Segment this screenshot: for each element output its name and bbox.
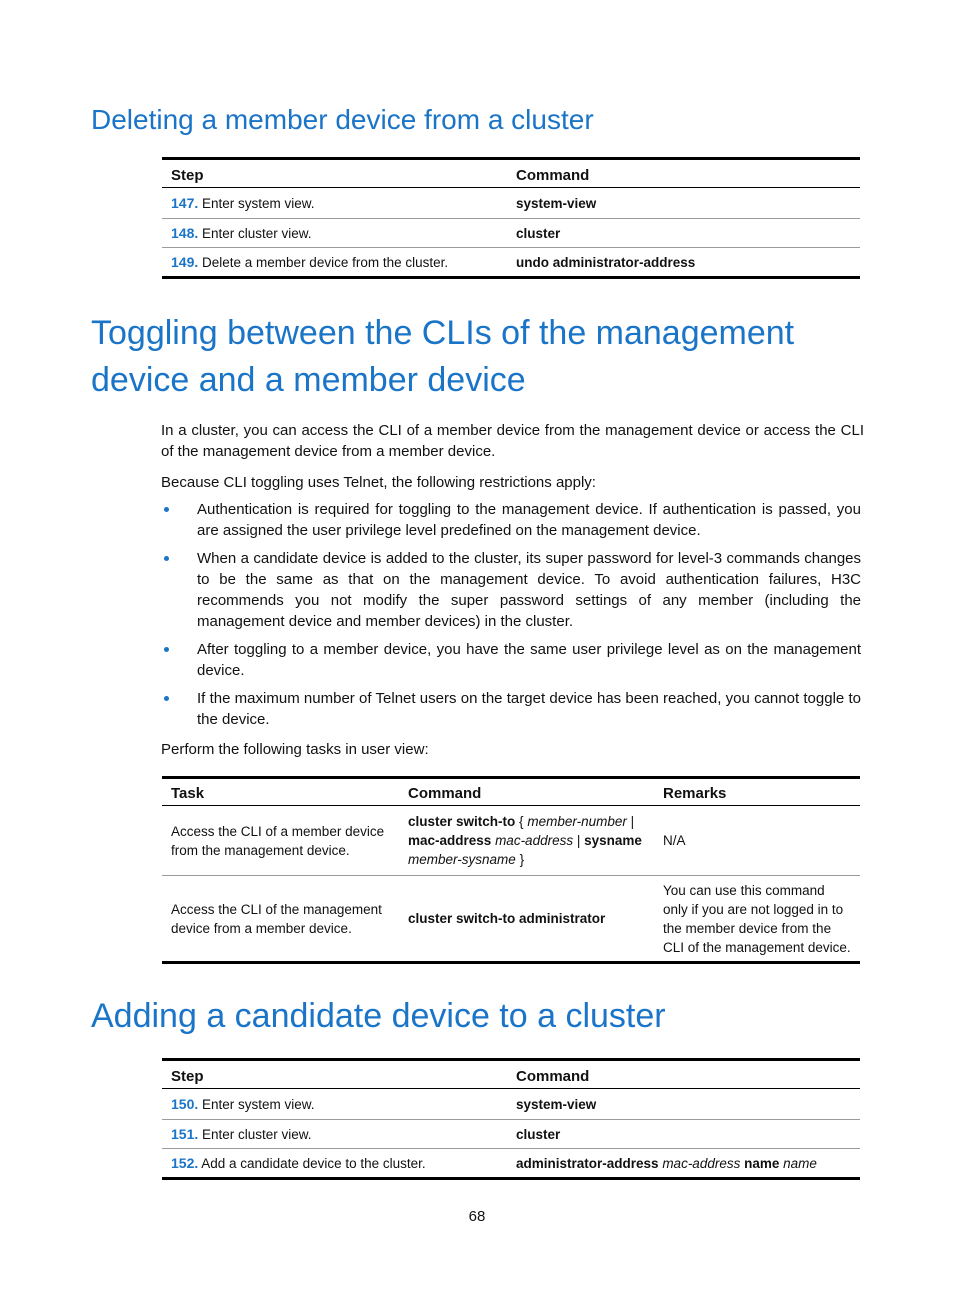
command-cell	[508, 255, 860, 270]
table-row	[162, 1148, 860, 1177]
step-description: Enter cluster view.	[202, 1127, 312, 1142]
table-row	[162, 218, 860, 247]
list-item	[197, 548, 861, 632]
tasks-lead: Perform the following tasks in user view:	[161, 741, 429, 758]
command-argument: mac-address	[495, 833, 574, 848]
section-heading-toggle-cli: Toggling between the CLIs of the management device and a member device	[91, 314, 795, 399]
command-cell	[508, 1156, 860, 1171]
remarks-cell: N/A	[663, 833, 686, 848]
column-header-step: Step	[171, 166, 204, 184]
list-item	[197, 639, 861, 681]
command-keyword: administrator-address	[516, 1155, 659, 1171]
table-row	[162, 188, 860, 218]
step-cell	[162, 225, 508, 241]
table-row	[162, 247, 860, 276]
step-cell	[162, 1155, 508, 1171]
step-description: Delete a member device from the cluster.	[202, 255, 449, 270]
step-cell	[162, 195, 508, 211]
column-header-step: Step	[171, 1067, 204, 1085]
main-content	[0, 420, 954, 1180]
delete-member-steps-table	[162, 157, 860, 279]
command-keyword: mac-address	[408, 833, 492, 848]
task-cell: Access the CLI of the management device from a member device.	[171, 901, 382, 936]
column-header-command: Command	[408, 785, 482, 802]
intro-paragraph: In a cluster, you can access the CLI of a member device from the management device or access the CLI of the management device from a member device.	[161, 422, 864, 460]
bullet-icon	[164, 507, 169, 512]
command-argument: member-number	[527, 814, 627, 829]
step-number: 152.	[171, 1155, 199, 1171]
step-cell	[162, 254, 508, 270]
bullet-icon	[164, 647, 169, 652]
command-symbol: |	[630, 814, 635, 829]
list-item	[197, 688, 861, 730]
column-header-task: Task	[171, 785, 205, 802]
remarks-cell: You can use this command only if you are not logged in to the member device from the CLI of the management device.	[663, 882, 851, 955]
command-argument: member-sysname	[408, 852, 516, 867]
table-row	[162, 1119, 860, 1148]
command-argument: name	[783, 1155, 817, 1171]
command-cell	[508, 226, 860, 241]
section-heading-delete-member: Deleting a member device from a cluster	[91, 104, 594, 135]
table-row	[162, 1089, 860, 1119]
command-keyword: name	[744, 1155, 780, 1171]
command-keyword: cluster	[516, 225, 561, 241]
task-cell: Access the CLI of a member device from the management device.	[171, 823, 385, 858]
list-item	[197, 499, 861, 541]
table-header-row	[162, 160, 860, 188]
step-cell	[162, 1126, 508, 1142]
table-header-row	[162, 1061, 860, 1089]
command-cell	[508, 1127, 860, 1142]
list-item-text: When a candidate device is added to the cluster, its super password for level-3 commands changes to be the same as that on the management device. To avoid authentication failures, H3C recommends you not modify the super password settings of any member (including the management device and member devices) in the cluster.	[197, 550, 861, 630]
column-header-command: Command	[516, 1067, 590, 1085]
command-symbol: }	[519, 852, 525, 867]
step-number: 150.	[171, 1096, 199, 1112]
step-description: Add a candidate device to the cluster.	[201, 1156, 426, 1171]
step-description: Enter system view.	[202, 196, 315, 211]
command-symbol: {	[519, 814, 524, 829]
command-cell	[400, 812, 655, 869]
step-description: Enter cluster view.	[202, 226, 312, 241]
column-header-command: Command	[516, 166, 590, 184]
restrictions-lead: Because CLI toggling uses Telnet, the following restrictions apply:	[161, 474, 596, 491]
table-row	[162, 806, 860, 875]
add-candidate-steps-table	[162, 1058, 860, 1180]
command-keyword: cluster	[516, 1126, 561, 1142]
command-cell	[508, 196, 860, 211]
step-number: 151.	[171, 1126, 199, 1142]
table-header-row	[162, 779, 860, 806]
command-keyword: sysname	[584, 833, 642, 848]
step-number: 149.	[171, 254, 199, 270]
bullet-icon	[164, 556, 169, 561]
command-argument: mac-address	[662, 1155, 741, 1171]
list-item-text: Authentication is required for toggling to the management device. If authentication is passed, you are assigned the user privilege level predefined on the management device.	[197, 501, 861, 539]
toggle-tasks-table	[162, 776, 860, 964]
command-keyword: undo administrator-address	[516, 254, 696, 270]
step-number: 147.	[171, 195, 199, 211]
table-row	[162, 875, 860, 961]
command-keyword: cluster switch-to	[408, 814, 516, 829]
page-number: 68	[468, 1208, 486, 1225]
step-number: 148.	[171, 225, 199, 241]
command-cell	[508, 1097, 860, 1112]
command-keyword: system-view	[516, 1096, 597, 1112]
step-description: Enter system view.	[202, 1097, 315, 1112]
restrictions-list	[197, 499, 861, 730]
step-cell	[162, 1096, 508, 1112]
list-item-text: After toggling to a member device, you have the same user privilege level as on the management device.	[197, 641, 861, 679]
list-item-text: If the maximum number of Telnet users on the target device has been reached, you cannot toggle to the device.	[197, 690, 861, 728]
command-symbol: |	[576, 833, 581, 848]
command-keyword: cluster switch-to administrator	[408, 911, 606, 926]
section-heading-add-candidate: Adding a candidate device to a cluster	[91, 997, 666, 1035]
column-header-remarks: Remarks	[663, 785, 727, 802]
bullet-icon	[164, 696, 169, 701]
command-cell	[400, 909, 655, 928]
command-keyword: system-view	[516, 195, 597, 211]
